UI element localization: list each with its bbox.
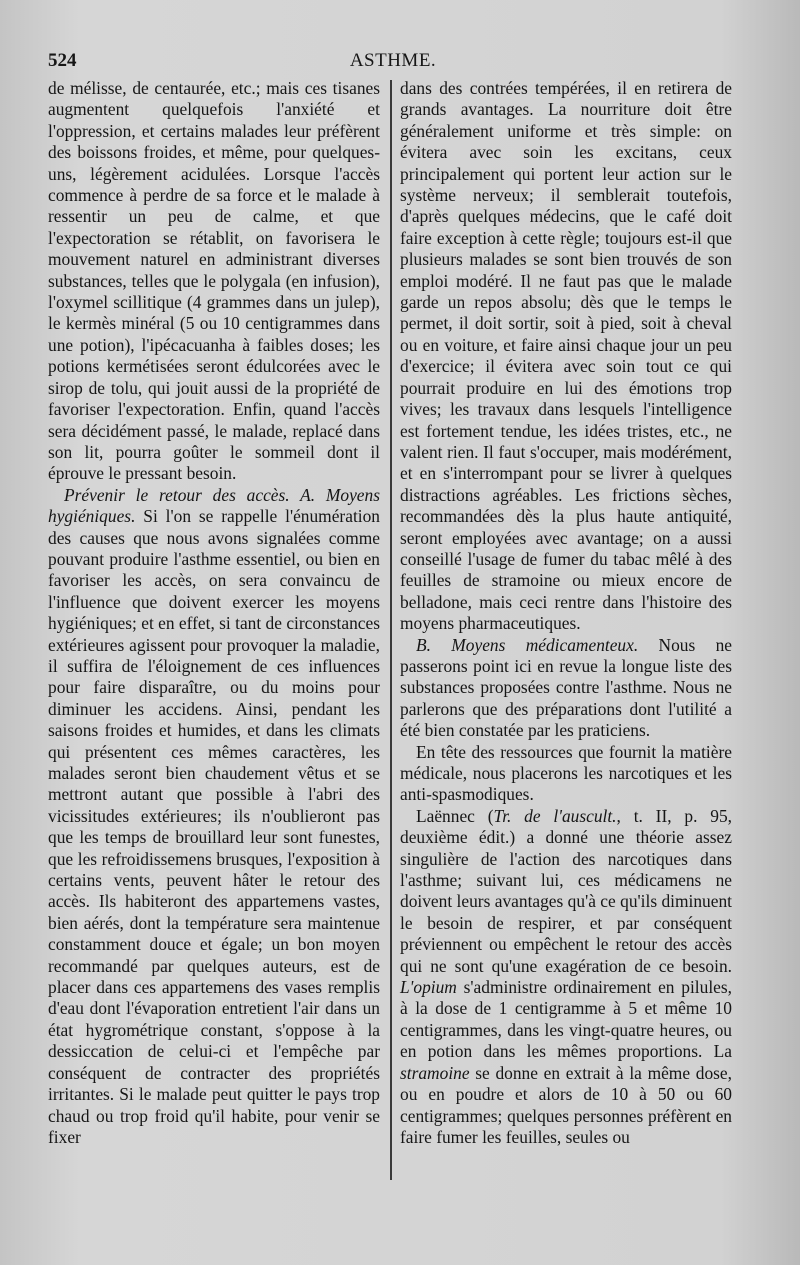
column-divider (390, 80, 392, 1180)
laennec-text-d: se donne en extrait à la même dose, ou en poudre et alors de 10 à 50 ou 60 centigrammes; quelques personnes préfèrent en faire fumer les feuilles, seules ou (400, 1062, 732, 1147)
page-number: 524 (48, 50, 77, 71)
laennec-text-a: Laënnec ( (416, 805, 494, 826)
left-column (48, 78, 380, 1148)
paragraph-medicamenteux-body: Nous ne passerons point ici en revue la longue liste des substances proposées contre l'asthme. Nous ne parlerons que des préparations dont l'utilité a été bien constatée par les praticiens. (400, 634, 732, 741)
paragraph-laennec (400, 806, 732, 1149)
laennec-text-b: , t. II, p. 95, deuxième édit.) a donné une théorie assez singulière de l'action des narcotiques dans l'asthme; suivant lui, ces médicamens ne doivent leurs avantages qu'à ce qu'ils diminuent le besoin de respirer, et par conséquent préviennent ou empêchent le retour des accès qui ne sont qu'une exagération de ce besoin. (400, 805, 732, 976)
section-heading-prevenir: Prévenir le retour des accès. A. Moyens hygiéniques. (48, 484, 380, 527)
paragraph-medicamenteux (400, 635, 732, 742)
paragraph-narcotiques: En tête des ressources que fournit la matière médicale, nous placerons les narcotiques et les anti-spasmodiques. (400, 741, 732, 805)
section-heading-medicamenteux: B. Moyens médicamenteux. (416, 634, 639, 655)
paragraph-continued-right: dans des contrées tempérées, il en retirera de grands avantages. La nourriture doit être généralement uniforme et très simple: on évitera avec soin les excitans, ceux principalement qui portent leur action sur le système nerveux; il semblerait toutefois, d'après quelques médecins, que le café doit faire exception à cette règle; toujours est-il que plusieurs malades se sont bien trouvés de son emploi modéré. Il ne faut pas que le malade garde un repos absolu; dès que le temps le permet, il doit sortir, soit à pied, soit à cheval ou en voiture, et faire ainsi chaque jour un peu d'exercice; il évitera avec soin tout ce qui pourrait produire en lui des émotions trop vives; les travaux dans lesquels l'intelligence est fortement tendue, les idées tristes, etc., ne valent rien. Il faut s'occuper, mais modérément, et en s'interrompant pour se livrer à quelques distractions agréables. Les frictions sèches, recommandées dès la plus haute antiquité, seront employées avec avantage; on a aussi conseillé l'usage de fumer du tabac mêlé à des feuilles de stramoine ou mieux encore de belladone, mais ceci rentre dans l'histoire des moyens pharmaceutiques. (400, 78, 732, 634)
paragraph-prevenir (48, 485, 380, 1149)
page-header (48, 50, 738, 78)
term-stramoine: stramoine (400, 1062, 470, 1083)
paragraph-continued: de mélisse, de centaurée, etc.; mais ces tisanes augmentent quelquefois l'anxiété et l'oppression, et certains malades leur préfèrent des boissons froides, et même, pour quelques-uns, légèrement acidulées. Lorsque l'accès commence à perdre de sa force et le malade à ressentir un peu de calme, et que l'expectoration se rétablit, on favorisera le mouvement naturel en administrant diverses substances, telles que le polygala (en infusion), l'oxymel scillitique (4 grammes dans un julep), le kermès minéral (5 ou 10 centigrammes dans une potion), l'ipécacuanha à faibles doses; les potions kermétisées seront édulcorées avec le sirop de tolu, qui jouit aussi de la propriété de favoriser l'expectoration. Enfin, quand l'accès sera décidément passé, le malade, replacé dans son lit, pourra goûter le sommeil dont il éprouve le pressant besoin. (48, 78, 380, 484)
laennec-reference: Tr. de l'auscult. (493, 805, 617, 826)
term-opium: L'opium (400, 977, 457, 998)
laennec-text-c: s'administre ordinairement en pilules, à la dose de 1 centigramme à 5 et même 10 centigrammes, dans les vingt-quatre heures, ou en potion dans les mêmes proportions. La (400, 977, 732, 1062)
paragraph-prevenir-body: Si l'on se rappelle l'énumération des causes que nous avons signalées comme pouvant produire l'asthme essentiel, ou bien en favoriser les accès, on sera convaincu de l'influence que doivent exercer les moyens hygiéniques; et en effet, si tant de circonstances extérieures agissent pour provoquer la maladie, il suffira de l'éloignement de ces influences pour faire disparaître, ou du moins pour diminuer les accidens. Ainsi, pendant les saisons froides et humides, et dans les climats qui présentent ces mêmes caractères, les malades seront bien chaudement vêtus et se mettront autant que possible à l'abri des vicissitudes extérieures; ils n'oublieront pas que les temps de brouillard leur sont funestes, que les refroidissemens brusques, l'exposition à certains vents, peuvent hâter le retour des accès. Ils habiteront des appartemens vastes, bien aérés, dont la température sera maintenue constamment douce et égale; un bon moyen recommandé par quelques auteurs, est de placer dans ces appartemens des vases remplis d'eau dont l'évaporation entretient l'air dans un état hygrométrique constant, s'oppose à la dessiccation de celui-ci et l'empêche par conséquent de contracter des propriétés irritantes. Si le malade peut quitter le pays trop chaud ou trop froid qu'il habite, pour venir se fixer (48, 506, 380, 1147)
right-column (400, 78, 732, 1148)
running-head: ASTHME. (349, 50, 437, 71)
